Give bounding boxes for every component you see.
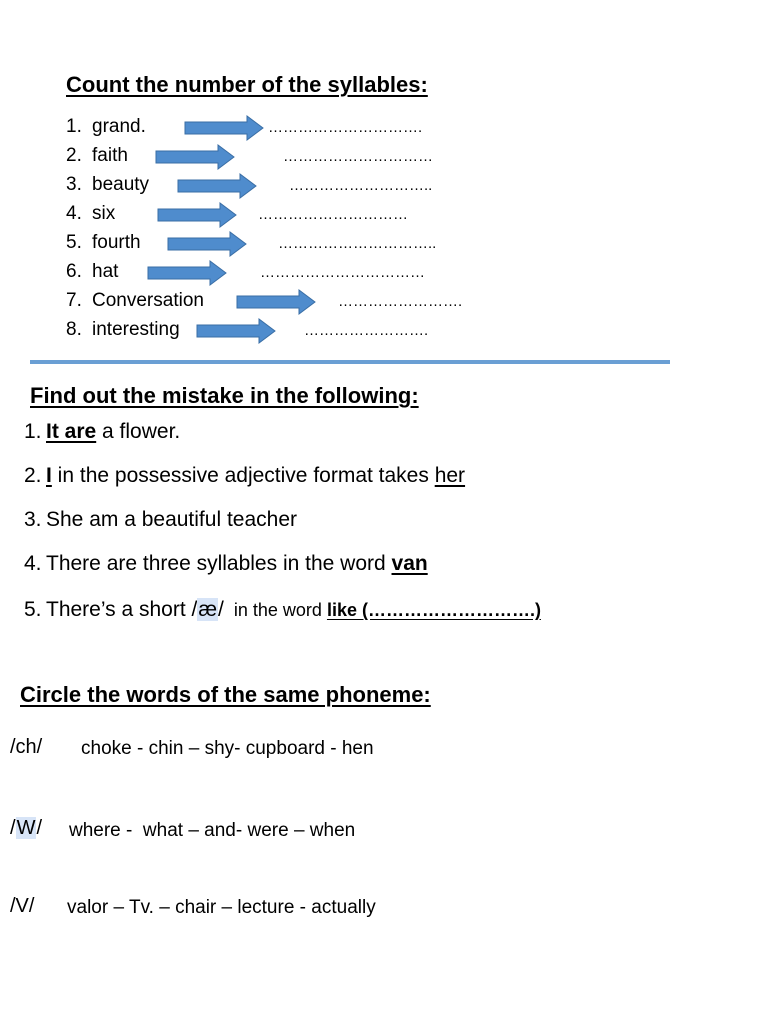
question-2-highlight: I xyxy=(46,464,52,487)
question-number: 3. xyxy=(24,508,42,531)
question-number: 1. xyxy=(24,420,42,443)
phoneme-words-w[interactable]: where - what – and- were – when xyxy=(69,820,356,841)
answer-blank[interactable]: ………………………… xyxy=(283,148,433,165)
question-number: 2. xyxy=(24,464,42,487)
phoneme-slash: / xyxy=(36,817,43,839)
question-4-text: There are three syllables in the word xyxy=(46,552,392,575)
answer-blank[interactable]: …………………………… xyxy=(260,264,425,281)
item-number: 4. xyxy=(66,203,82,224)
question-5-mid: in the word xyxy=(223,600,327,620)
phoneme-row-w xyxy=(10,817,42,840)
section-divider xyxy=(30,360,670,364)
item-word: interesting xyxy=(92,319,180,340)
question-5-text: There’s a short / xyxy=(46,598,198,621)
question-5-blank: like (……………………….) xyxy=(326,600,541,620)
item-number: 6. xyxy=(66,261,82,282)
item-word: Conversation xyxy=(92,290,204,311)
question-4-highlight: van xyxy=(391,552,428,575)
item-number: 8. xyxy=(66,319,82,340)
item-number: 5. xyxy=(66,232,82,253)
item-word: beauty xyxy=(92,174,150,195)
question-5-slash: / xyxy=(218,598,224,621)
question-number: 4. xyxy=(24,552,42,575)
mistake-question-2 xyxy=(24,464,465,488)
arrow-right-icon xyxy=(155,144,235,170)
syllable-item xyxy=(66,203,115,225)
answer-blank[interactable]: ……………………….. xyxy=(289,177,433,194)
answer-blank[interactable]: ………………………… xyxy=(258,206,408,223)
phoneme-symbol: W xyxy=(16,817,36,839)
syllable-item xyxy=(66,116,146,138)
syllable-item xyxy=(66,174,149,196)
question-number: 5. xyxy=(24,598,42,621)
question-1-highlight: It are xyxy=(46,420,97,443)
phoneme-symbol: æ xyxy=(198,598,218,621)
phoneme-words-ch[interactable]: choke - chin – shy- cupboard - hen xyxy=(81,738,374,759)
arrow-right-icon xyxy=(236,289,316,315)
arrow-right-icon xyxy=(196,318,276,344)
mistake-question-5 xyxy=(24,598,541,622)
syllable-item xyxy=(66,290,204,312)
phoneme-slash: / xyxy=(10,817,16,839)
arrow-right-icon xyxy=(177,173,257,199)
item-word: fourth xyxy=(92,232,141,253)
question-3-text: She am a beautiful teacher xyxy=(46,508,297,531)
answer-blank[interactable]: ……………………. xyxy=(304,322,429,339)
item-word: grand. xyxy=(92,116,146,137)
mistake-question-1 xyxy=(24,420,180,444)
item-number: 7. xyxy=(66,290,82,311)
item-word: faith xyxy=(92,145,128,166)
arrow-right-icon xyxy=(157,202,237,228)
arrow-right-icon xyxy=(184,115,264,141)
question-2-text: in the possessive adjective format takes xyxy=(51,464,435,487)
syllable-item xyxy=(66,145,128,167)
section-heading-syllables: Count the number of the syllables: xyxy=(66,72,428,97)
phoneme-row-ch xyxy=(10,736,42,759)
item-number: 2. xyxy=(66,145,82,166)
phoneme-row-v xyxy=(10,895,34,918)
syllable-item xyxy=(66,319,180,341)
arrow-right-icon xyxy=(167,231,247,257)
mistake-question-3 xyxy=(24,508,297,532)
syllable-item xyxy=(66,261,118,283)
section-heading-phoneme: Circle the words of the same phoneme: xyxy=(20,682,431,707)
item-word: hat xyxy=(92,261,119,282)
answer-blank[interactable]: ……………………. xyxy=(338,293,463,310)
answer-blank[interactable]: ………………………….. xyxy=(278,235,437,252)
answer-blank[interactable]: …………………………. xyxy=(268,119,423,136)
phoneme-label: /ch/ xyxy=(10,736,43,758)
mistake-question-4 xyxy=(24,552,428,576)
arrow-right-icon xyxy=(147,260,227,286)
question-1-text: a flower. xyxy=(96,420,181,443)
syllable-item xyxy=(66,232,141,254)
question-2-underlined: her xyxy=(434,464,466,487)
item-word: six xyxy=(92,203,116,224)
phoneme-words-v[interactable]: valor – Tv. – chair – lecture - actually xyxy=(67,897,376,918)
item-number: 1. xyxy=(66,116,82,137)
item-number: 3. xyxy=(66,174,82,195)
phoneme-label: /V/ xyxy=(10,895,35,917)
section-heading-mistakes: Find out the mistake in the following: xyxy=(30,383,419,408)
